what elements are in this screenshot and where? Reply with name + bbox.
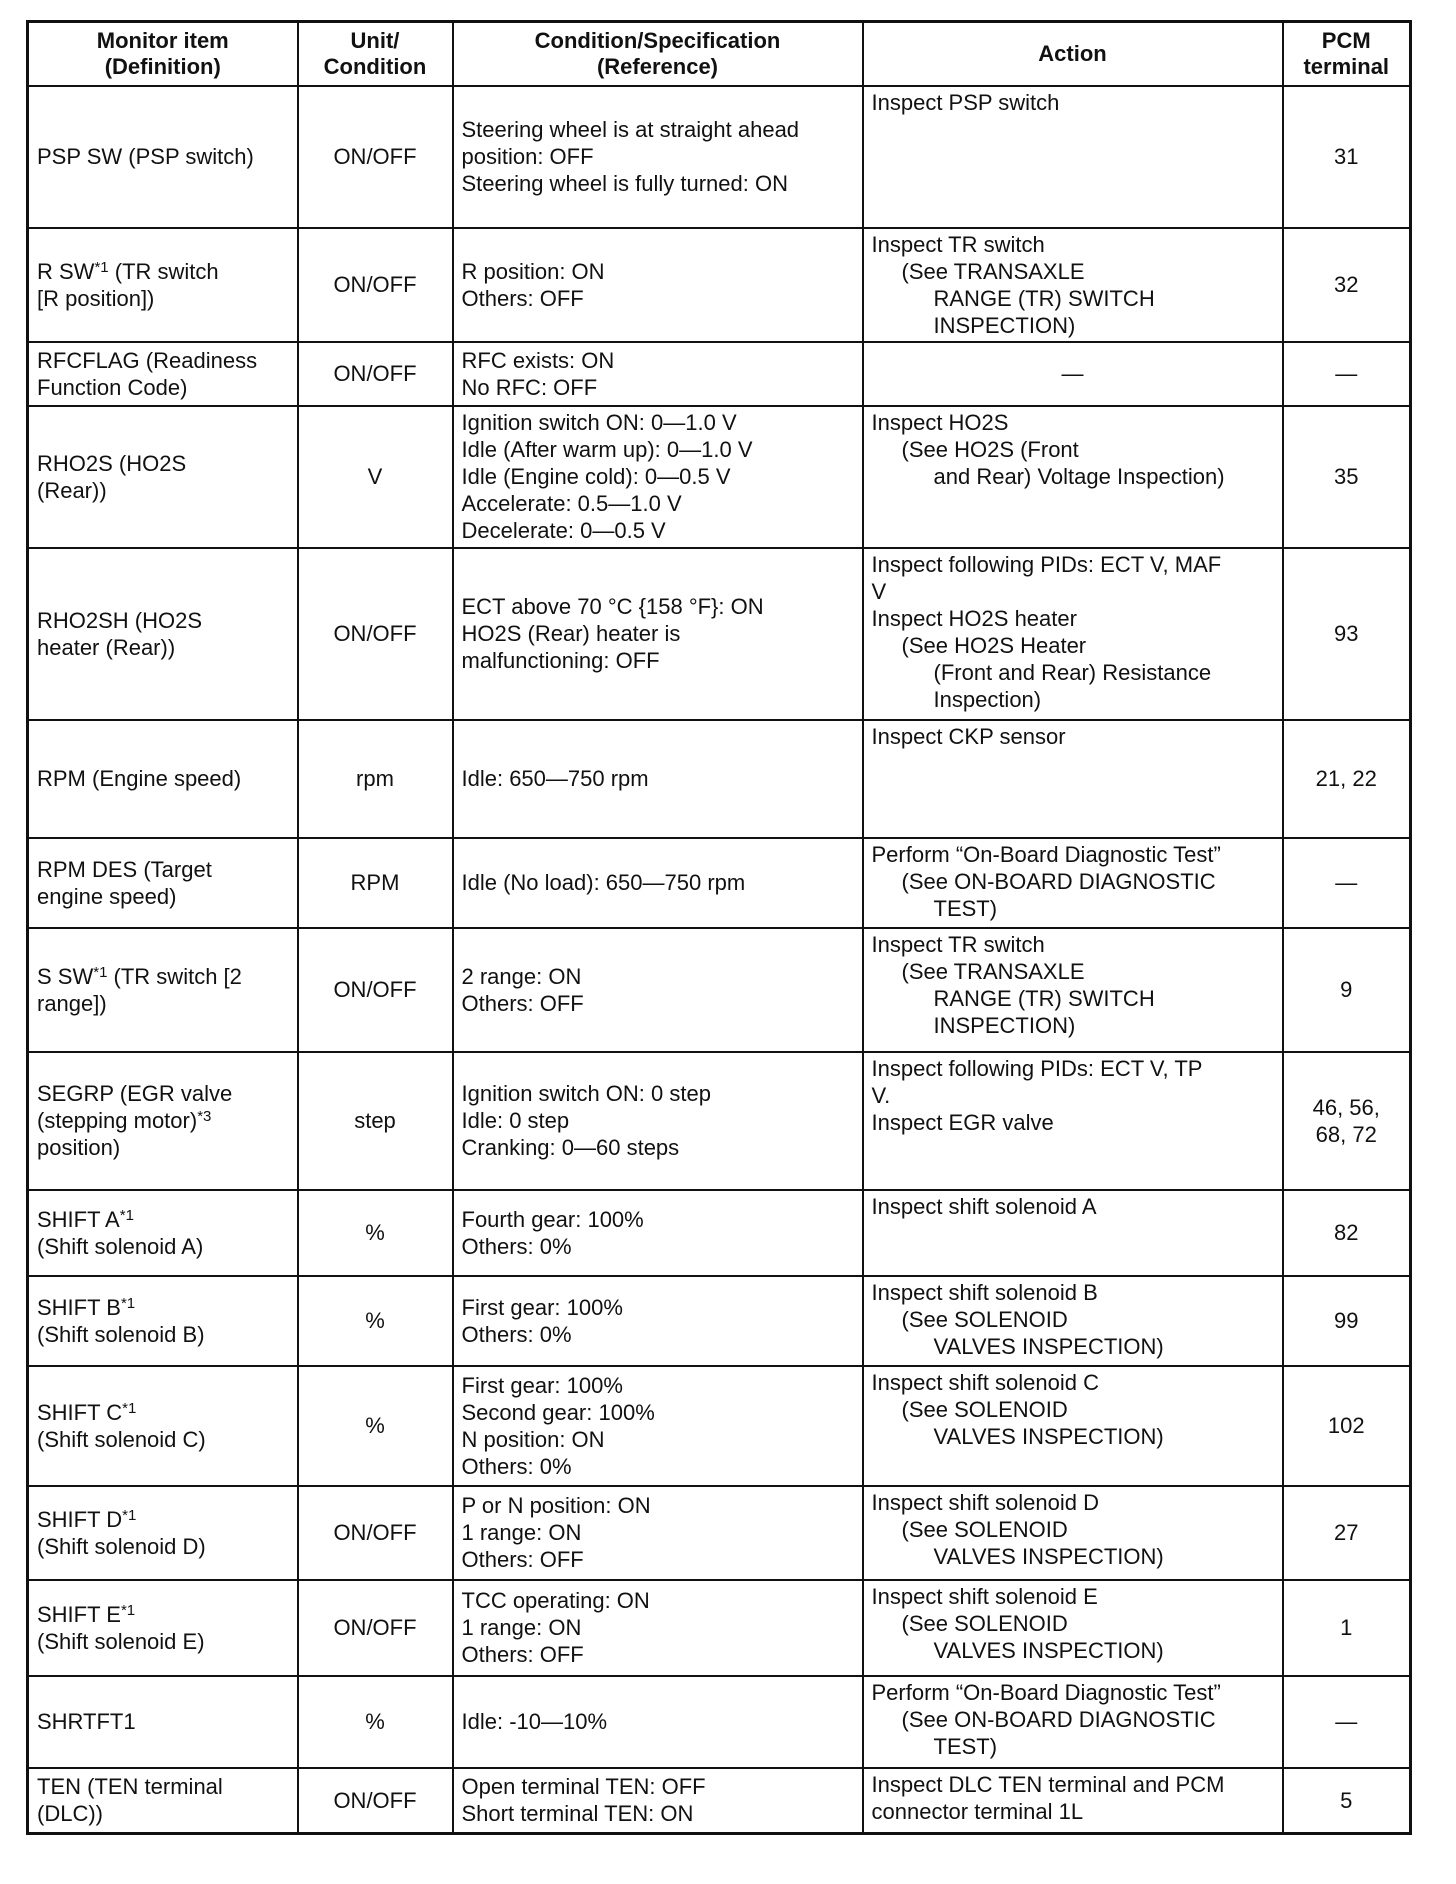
monitor-item-line [37, 1294, 289, 1321]
header-condition: Condition/Specification (Reference) [453, 22, 863, 86]
condition-cell [453, 86, 863, 228]
pcm-terminal-cell [1283, 228, 1411, 342]
action-line: Inspect following PIDs: ECT V, TP [871, 1055, 1203, 1081]
condition-cell [453, 838, 863, 928]
pcm-terminal-cell [1283, 86, 1411, 228]
condition-cell [453, 406, 863, 548]
monitor-item-cell [28, 720, 298, 838]
action-cell [863, 1190, 1283, 1276]
pcm-terminal-value: 1 [1340, 1615, 1353, 1640]
action-line: Inspect shift solenoid C [871, 1369, 1099, 1395]
condition-line: N position: ON [461, 1426, 605, 1452]
monitor-item-line: RPM DES (Target [37, 856, 212, 882]
action-line: Perform “On-Board Diagnostic Test” [871, 1679, 1221, 1705]
monitor-item-cell [28, 342, 298, 406]
action-line: connector terminal 1L [871, 1798, 1084, 1824]
condition-line: TCC operating: ON [461, 1588, 650, 1613]
action-line: VALVES INSPECTION) [933, 1637, 1164, 1663]
action-line: Inspect PSP switch [871, 89, 1060, 115]
condition-line: Ignition switch ON: 0 step [461, 1081, 711, 1106]
pcm-terminal-value: 9 [1340, 977, 1353, 1002]
action-cell [863, 1052, 1283, 1190]
monitor-item-line: engine speed) [37, 883, 177, 909]
action-line: Inspect HO2S [871, 409, 1009, 435]
pcm-terminal-cell [1283, 720, 1411, 838]
action-line: V [871, 578, 887, 604]
action-line: Inspect TR switch [871, 931, 1045, 957]
action-line: Inspect HO2S heater [871, 605, 1077, 631]
unit-cell: % [298, 1676, 453, 1768]
action-line: Inspect shift solenoid A [871, 1193, 1097, 1219]
condition-line: Others: OFF [461, 1642, 584, 1667]
table-row [28, 406, 1411, 548]
footnote-mark: *1 [120, 1601, 136, 1619]
action-cell [863, 1486, 1283, 1580]
condition-line: Others: OFF [461, 285, 584, 311]
unit-cell: ON/OFF [298, 548, 453, 720]
condition-line: Steering wheel is at straight ahead [461, 117, 800, 142]
condition-line: 1 range: ON [461, 1615, 582, 1640]
monitor-item-cell [28, 1366, 298, 1486]
unit-cell: ON/OFF [298, 1580, 453, 1676]
condition-cell [453, 1276, 863, 1366]
monitor-item-cell [28, 1676, 298, 1768]
condition-line: Ignition switch ON: 0—1.0 V [461, 410, 737, 435]
monitor-item-cell [28, 548, 298, 720]
action-line: (See HO2S Heater [901, 632, 1087, 658]
condition-line: ECT above 70 °C {158 °F}: ON [461, 594, 764, 619]
monitor-item-text: SHIFT E [37, 1601, 121, 1627]
monitor-item-cell [28, 1276, 298, 1366]
footnote-mark: *3 [197, 1108, 212, 1125]
table-row [28, 1768, 1411, 1834]
condition-line: Idle (Engine cold): 0—0.5 V [461, 464, 731, 489]
action-cell [863, 1580, 1283, 1676]
condition-cell [453, 228, 863, 342]
table-row [28, 1366, 1411, 1486]
action-line: Inspect EGR valve [871, 1109, 1054, 1135]
monitor-item-line [37, 1601, 289, 1628]
condition-cell [453, 1486, 863, 1580]
unit-cell: ON/OFF [298, 1768, 453, 1834]
action-line: Inspection) [933, 686, 1042, 712]
footnote-mark: *1 [122, 1506, 137, 1524]
action-line: (See TRANSAXLE [901, 958, 1085, 984]
action-cell [863, 1768, 1283, 1834]
pcm-terminal-cell [1283, 1366, 1411, 1486]
monitor-item-cell [28, 406, 298, 548]
action-line: TEST) [933, 895, 998, 921]
monitor-item-line: RFCFLAG (Readiness [37, 347, 258, 373]
unit-cell: step [298, 1052, 453, 1190]
monitor-item-cell [28, 838, 298, 928]
action-line: VALVES INSPECTION) [933, 1423, 1164, 1449]
pcm-terminal-value: — [1335, 361, 1358, 386]
condition-line: Accelerate: 0.5—1.0 V [461, 491, 682, 516]
pcm-terminal-cell [1283, 1486, 1411, 1580]
monitor-item-line: (Rear)) [37, 477, 107, 503]
monitor-item-line [37, 258, 289, 285]
footnote-mark: *1 [120, 1294, 136, 1312]
table-row [28, 228, 1411, 342]
table-row [28, 342, 1411, 406]
footnote-mark: *1 [119, 1206, 134, 1224]
action-cell [863, 406, 1283, 548]
condition-cell [453, 1768, 863, 1834]
pcm-terminal-value: 82 [1334, 1220, 1359, 1245]
unit-cell: ON/OFF [298, 342, 453, 406]
condition-line: Others: 0% [461, 1233, 572, 1259]
monitor-item-cell [28, 1768, 298, 1834]
pcm-terminal-cell [1283, 1052, 1411, 1190]
table-row [28, 928, 1411, 1052]
monitor-item-line: [R position]) [37, 285, 155, 311]
monitor-item-cell [28, 928, 298, 1052]
action-cell [863, 928, 1283, 1052]
condition-cell [453, 1190, 863, 1276]
monitor-item-text: (TR switch [114, 258, 219, 284]
action-cell [863, 838, 1283, 928]
pcm-terminal-value: 102 [1327, 1413, 1365, 1438]
unit-cell: % [298, 1366, 453, 1486]
pcm-terminal-cell [1283, 548, 1411, 720]
pcm-terminal-value: 5 [1340, 1787, 1353, 1813]
action-line: (See HO2S (Front [901, 436, 1079, 462]
footnote-mark: *1 [94, 258, 109, 276]
condition-cell [453, 548, 863, 720]
monitor-item-line [37, 1506, 289, 1533]
condition-line: Idle: 650—750 rpm [461, 766, 649, 791]
monitor-item-line [37, 963, 289, 990]
action-line: Inspect following PIDs: ECT V, MAF [871, 551, 1222, 577]
condition-line: Idle (After warm up): 0—1.0 V [461, 437, 753, 462]
action-line: Inspect shift solenoid D [871, 1489, 1099, 1515]
condition-cell [453, 928, 863, 1052]
condition-cell [453, 1052, 863, 1190]
monitor-item-text: R SW [37, 258, 95, 284]
action-line: (See SOLENOID [901, 1306, 1068, 1332]
condition-cell [453, 1580, 863, 1676]
monitor-item-line: Function Code) [37, 374, 188, 400]
unit-cell: ON/OFF [298, 228, 453, 342]
condition-line: R position: ON [461, 258, 605, 284]
monitor-item-text: (stepping motor) [37, 1108, 198, 1133]
monitor-item-cell [28, 1052, 298, 1190]
monitor-item-line: (Shift solenoid B) [37, 1321, 205, 1347]
table-body [28, 86, 1411, 1834]
pcm-terminal-cell [1283, 1676, 1411, 1768]
monitor-item-cell [28, 1486, 298, 1580]
pcm-terminal-value: 46, 56, 68, 72 [1312, 1094, 1380, 1147]
header-action: Action [863, 22, 1283, 86]
table-row [28, 838, 1411, 928]
monitor-item-line [37, 1399, 289, 1426]
pcm-terminal-cell [1283, 838, 1411, 928]
condition-line: 1 range: ON [461, 1520, 582, 1545]
unit-cell: rpm [298, 720, 453, 838]
table-row [28, 1052, 1411, 1190]
condition-line: Idle: 0 step [461, 1108, 570, 1133]
monitor-item-line [37, 1107, 289, 1134]
condition-line: Second gear: 100% [461, 1399, 655, 1425]
header-monitor-item: Monitor item (Definition) [28, 22, 298, 86]
table-row [28, 1676, 1411, 1768]
pcm-terminal-value: 99 [1334, 1308, 1359, 1333]
table-row [28, 548, 1411, 720]
condition-line: Others: 0% [461, 1453, 572, 1479]
unit-cell: ON/OFF [298, 928, 453, 1052]
action-cell [863, 1366, 1283, 1486]
monitor-item-text: SHIFT B [37, 1294, 121, 1320]
pcm-terminal-cell [1283, 1276, 1411, 1366]
pcm-terminal-value: 35 [1334, 464, 1359, 489]
unit-cell: % [298, 1276, 453, 1366]
condition-line: malfunctioning: OFF [461, 648, 660, 673]
action-line: Inspect shift solenoid B [871, 1279, 1098, 1305]
pcm-terminal-cell [1283, 928, 1411, 1052]
monitor-item-cell [28, 1190, 298, 1276]
unit-cell: V [298, 406, 453, 548]
condition-cell [453, 1366, 863, 1486]
action-line: (See TRANSAXLE [901, 258, 1085, 284]
table-row [28, 1276, 1411, 1366]
condition-line: Others: 0% [461, 1321, 572, 1347]
condition-cell [453, 1676, 863, 1768]
condition-line: Idle (No load): 650—750 rpm [461, 870, 746, 895]
pcm-terminal-value: 32 [1334, 272, 1359, 297]
action-line: INSPECTION) [933, 1012, 1076, 1038]
footnote-mark: *1 [93, 963, 108, 981]
action-line: (See SOLENOID [901, 1396, 1068, 1422]
monitor-item-text: S SW [37, 963, 94, 989]
header-row [28, 22, 1411, 86]
action-line: — [1061, 361, 1084, 386]
table-row [28, 720, 1411, 838]
condition-line: Idle: -10—10% [461, 1709, 608, 1734]
monitor-item-cell [28, 228, 298, 342]
pcm-terminal-value: 27 [1334, 1520, 1359, 1545]
action-line: and Rear) Voltage Inspection) [933, 463, 1225, 489]
monitor-item-line: SEGRP (EGR valve [37, 1081, 233, 1106]
pcm-terminal-cell [1283, 342, 1411, 406]
table-row [28, 1190, 1411, 1276]
action-line: (Front and Rear) Resistance [933, 659, 1212, 685]
condition-line: Cranking: 0—60 steps [461, 1135, 680, 1160]
condition-cell [453, 720, 863, 838]
action-cell [863, 342, 1283, 406]
monitor-item-text: (TR switch [2 [113, 963, 242, 989]
action-cell [863, 720, 1283, 838]
pcm-terminal-value: 31 [1334, 144, 1359, 169]
condition-line: HO2S (Rear) heater is [461, 621, 681, 646]
footnote-mark: *1 [122, 1399, 137, 1417]
condition-cell [453, 342, 863, 406]
condition-line: Fourth gear: 100% [461, 1206, 644, 1232]
action-cell [863, 1676, 1283, 1768]
action-line: (See ON-BOARD DIAGNOSTIC [901, 1706, 1216, 1732]
monitor-item-line: RHO2SH (HO2S [37, 607, 203, 633]
monitor-item-text: SHIFT C [37, 1399, 123, 1425]
action-cell [863, 1276, 1283, 1366]
unit-cell: ON/OFF [298, 86, 453, 228]
monitor-item-line: (Shift solenoid E) [37, 1628, 205, 1654]
monitor-item-line [37, 1206, 289, 1233]
action-cell [863, 228, 1283, 342]
condition-line: Open terminal TEN: OFF [461, 1774, 706, 1800]
monitor-item-line: (Shift solenoid D) [37, 1533, 206, 1559]
pcm-terminal-value: 93 [1334, 621, 1359, 646]
pcm-terminal-value: — [1335, 1709, 1358, 1734]
monitor-table [26, 20, 1412, 1835]
unit-cell: % [298, 1190, 453, 1276]
monitor-item-line: TEN (TEN terminal [37, 1774, 223, 1800]
monitor-item-line: heater (Rear)) [37, 634, 176, 660]
pcm-terminal-cell [1283, 1190, 1411, 1276]
condition-line: Steering wheel is fully turned: ON [461, 171, 788, 196]
action-line: RANGE (TR) SWITCH [933, 985, 1155, 1011]
action-line: RANGE (TR) SWITCH [933, 285, 1155, 311]
action-line: (See ON-BOARD DIAGNOSTIC [901, 868, 1216, 894]
monitor-item-line: RHO2S (HO2S [37, 450, 187, 476]
monitor-item-line: (DLC)) [37, 1801, 103, 1827]
condition-line: Others: OFF [461, 990, 584, 1016]
action-line: Inspect DLC TEN terminal and PCM [871, 1771, 1225, 1797]
action-line: Inspect TR switch [871, 231, 1045, 257]
condition-line: No RFC: OFF [461, 374, 598, 400]
header-unit: Unit/ Condition [298, 22, 453, 86]
monitor-item-line: (Shift solenoid A) [37, 1233, 204, 1259]
action-line: Inspect shift solenoid E [871, 1583, 1098, 1609]
action-line: (See SOLENOID [901, 1610, 1068, 1636]
pcm-terminal-value: 21, 22 [1315, 766, 1377, 791]
condition-line: RFC exists: ON [461, 347, 615, 373]
condition-line: Others: OFF [461, 1547, 584, 1572]
unit-cell: RPM [298, 838, 453, 928]
action-cell [863, 86, 1283, 228]
monitor-item-line: PSP SW (PSP switch) [37, 144, 254, 169]
pcm-terminal-cell [1283, 406, 1411, 548]
pcm-terminal-cell [1283, 1768, 1411, 1834]
monitor-item-cell [28, 1580, 298, 1676]
pcm-terminal-cell [1283, 1580, 1411, 1676]
pcm-terminal-value: — [1335, 870, 1358, 895]
condition-line: position: OFF [461, 144, 594, 169]
table-row [28, 1580, 1411, 1676]
table-row [28, 1486, 1411, 1580]
action-line: Inspect CKP sensor [871, 723, 1066, 749]
condition-line: First gear: 100% [461, 1294, 623, 1320]
monitor-item-line: range]) [37, 990, 107, 1016]
condition-line: First gear: 100% [461, 1372, 623, 1398]
action-line: INSPECTION) [933, 312, 1076, 338]
monitor-item-text: SHIFT D [37, 1506, 123, 1532]
action-line: (See SOLENOID [901, 1516, 1068, 1542]
action-line: Perform “On-Board Diagnostic Test” [871, 841, 1221, 867]
action-line: V. [871, 1082, 891, 1108]
condition-line: 2 range: ON [461, 963, 582, 989]
monitor-item-line: SHRTFT1 [37, 1709, 136, 1734]
monitor-item-line: RPM (Engine speed) [37, 766, 242, 791]
condition-line: Short terminal TEN: ON [461, 1801, 694, 1827]
monitor-item-text: SHIFT A [37, 1206, 120, 1232]
monitor-item-cell [28, 86, 298, 228]
action-line: TEST) [933, 1733, 998, 1759]
action-cell [863, 548, 1283, 720]
monitor-item-line: position) [37, 1135, 121, 1160]
header-pcm-terminal: PCM terminal [1283, 22, 1411, 86]
table-row [28, 86, 1411, 228]
action-line: VALVES INSPECTION) [933, 1543, 1164, 1569]
unit-cell: ON/OFF [298, 1486, 453, 1580]
action-line: VALVES INSPECTION) [933, 1333, 1164, 1359]
monitor-item-line: (Shift solenoid C) [37, 1426, 206, 1452]
condition-line: P or N position: ON [461, 1493, 651, 1518]
condition-line: Decelerate: 0—0.5 V [461, 518, 666, 543]
